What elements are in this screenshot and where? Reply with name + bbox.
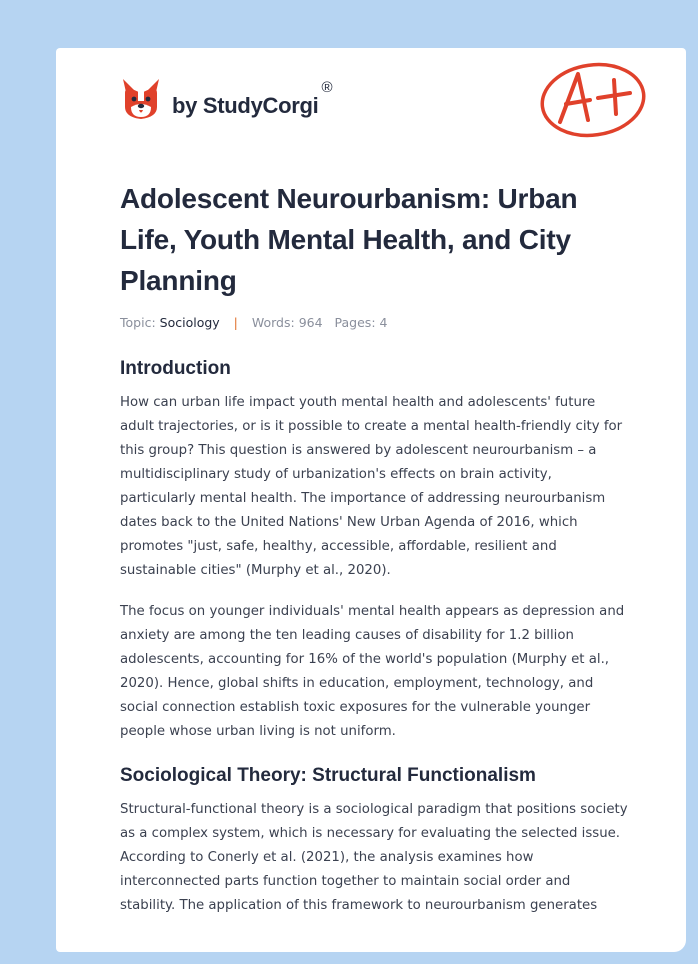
topic-link[interactable]: Sociology bbox=[159, 315, 220, 330]
section-heading-introduction: Introduction bbox=[120, 358, 231, 379]
brand-name: by StudyCorgi bbox=[172, 93, 319, 118]
words-label: Words: bbox=[251, 315, 295, 330]
pages-label: Pages: bbox=[334, 315, 376, 330]
words-count: 964 bbox=[298, 315, 323, 330]
paragraph: How can urban life impact youth mental health and adolescents' future adult trajectories, or is it possible to create a mental health-friendly city for this group? This question is answered by adolescent neurourbanism – a multidisciplinary study of urbanization's effects on brain activity, particularly mental health. The importance of addressing neurourbanism dates back to the United Nations' New Urban Agenda of 2016, which promotes "just, safe, healthy, accessible, affordable, resilient and sustainable cities" (Murphy et al., 2020). bbox=[120, 395, 623, 578]
document-meta bbox=[120, 315, 628, 331]
document-title: Adolescent Neurourbanism: Urban Life, Youth Mental Health, and City Planning bbox=[120, 183, 578, 296]
meta-separator: | bbox=[233, 315, 238, 330]
topic-label: Topic: bbox=[120, 315, 156, 330]
registered-mark: ® bbox=[321, 78, 333, 96]
section-heading-sociological-theory: Sociological Theory: Structural Functionalism bbox=[120, 765, 536, 786]
corgi-icon bbox=[120, 77, 162, 121]
document-content bbox=[120, 178, 628, 918]
pages-count: 4 bbox=[379, 315, 388, 330]
a-plus-icon bbox=[538, 60, 648, 140]
paragraph: The focus on younger individuals' mental health appears as depression and anxiety are among the ten leading causes of disability for 1.2 billion adolescents, accounting for 16% of the world's population (Murphy et al., 2020). Hence, global shifts in education, employment, technology, and social connection establish toxic exposures for the vulnerable younger people whose urban living is not uniform. bbox=[120, 604, 625, 739]
paragraph: Structural-functional theory is a sociological paradigm that positions society as a complex system, which is necessary for evaluating the selected issue. According to Conerly et al. (2021), the analysis examines how interconnected parts function together to maintain social order and stability. The application of this framework to neurourbanism generates bbox=[120, 802, 628, 913]
document-page bbox=[56, 48, 686, 952]
studycorgi-logo[interactable] bbox=[120, 76, 333, 122]
